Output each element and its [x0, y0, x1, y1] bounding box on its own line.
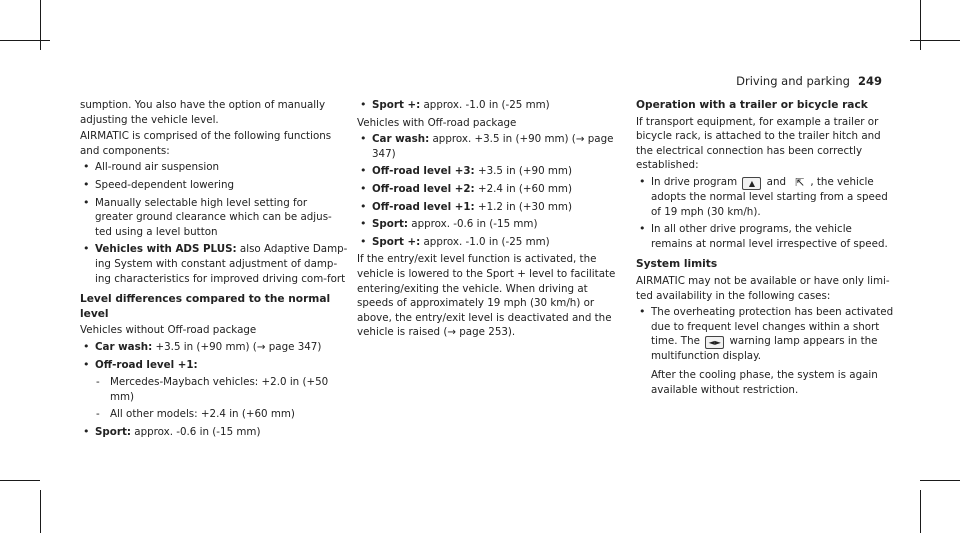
list-item: • Speed-dependent lowering [80, 178, 348, 193]
offroad-program-icon: ▲ [742, 177, 761, 190]
list-item: • In all other drive programs, the vehicle remains at normal level irrespective of speed. [636, 222, 894, 251]
list-item [357, 98, 619, 113]
list-item [80, 340, 348, 355]
list-item [357, 164, 619, 179]
running-header [736, 74, 882, 88]
list-item: • All-round air suspension [80, 160, 348, 175]
list-item [80, 425, 348, 440]
item-key: Vehicles with ADS PLUS: [95, 243, 237, 256]
item-text: and [763, 175, 790, 188]
crop-mark [920, 490, 921, 533]
section-heading: Operation with a trailer or bicycle rack [636, 99, 868, 111]
item-text: approx. +3.5 in (+90 mm) (→ page 347) [372, 133, 614, 160]
item-text: +3.5 in (+90 mm) [474, 165, 572, 178]
item-key: Car wash: [95, 340, 153, 353]
list-item [357, 200, 619, 215]
column-3 [636, 98, 894, 400]
column-2 [357, 98, 619, 342]
item-key: Sport: [95, 425, 131, 438]
paragraph: AIRMATIC is comprised of the following functions and components: [80, 130, 332, 157]
item-text: , the vehicle adopts the normal level starting from a speed of 19 mph (30 km/h). [651, 175, 888, 218]
item-key: Sport +: [372, 235, 421, 248]
section-heading: System limits [636, 258, 718, 271]
column-1 [80, 98, 348, 442]
item-key: Off-road level +1: [95, 358, 198, 371]
paragraph: Vehicles with Off-road package [357, 116, 517, 129]
crop-mark [920, 480, 960, 481]
paragraph: sumption. You also have the option of manually adjusting the vehicle level. [80, 99, 326, 126]
paragraph: AIRMATIC may not be available or have only limi-ted availability in the following cases: [636, 274, 890, 302]
crop-mark [910, 40, 960, 41]
limits-list [636, 305, 894, 397]
list-item [357, 217, 619, 232]
item-text: approx. -1.0 in (-25 mm) [420, 99, 550, 111]
item-text: approx. -1.0 in (-25 mm) [420, 235, 550, 248]
offroad-level-list [357, 132, 619, 249]
list-item [636, 175, 894, 219]
crop-mark [0, 40, 50, 41]
list-item [80, 358, 348, 373]
list-item [357, 132, 619, 161]
sub-list-item: - Mercedes-Maybach vehicles: +2.0 in (+50 mm) [80, 375, 348, 404]
item-text: In drive program [651, 175, 741, 188]
item-text: approx. -0.6 in (-15 mm) [407, 218, 538, 231]
list-item [357, 235, 619, 250]
item-text: The overheating protection has been activated due to frequent level changes within a short time. The [651, 306, 894, 348]
section-title: Driving and parking [736, 74, 850, 88]
list-item: • Manually selectable high level setting for greater ground clearance which can be adjus-ted using a level button [80, 196, 348, 240]
item-text: +3.5 in (+90 mm) (→ page 347) [152, 340, 322, 353]
sub-list-item: - All other models: +2.4 in (+60 mm) [80, 407, 348, 422]
list-item [80, 242, 348, 286]
item-text: +1.2 in (+30 mm) [474, 200, 572, 213]
crop-mark [0, 480, 40, 481]
item-text: +2.4 in (+60 mm) [474, 182, 572, 195]
item-text: approx. -0.6 in (-15 mm) [130, 425, 261, 438]
paragraph: Vehicles without Off-road package [80, 324, 257, 337]
level-list [357, 98, 619, 113]
item-key: Sport: [372, 218, 408, 231]
item-key: Car wash: [372, 133, 430, 146]
item-note: After the cooling phase, the system is again available without restriction. [651, 368, 878, 396]
airmatic-warning-icon: ◄► [705, 336, 724, 349]
item-key: Sport +: [372, 99, 421, 111]
item-text: warning lamp appears in the multifunction display. [651, 335, 878, 363]
paragraph: If the entry/exit level function is activated, the vehicle is lowered to the Sport + level to facilitate entering/exiting the vehicle. When driving at speeds of approximately 19 mph (30 km/h) or above, the entry/exit level is deactivated and the vehicle is raised (→ page 253). [357, 253, 616, 339]
page-number: 249 [857, 74, 882, 88]
paragraph: If transport equipment, for example a trailer or bicycle rack, is attached to the trailer hitch and the electrical connection has been correctly established: [636, 115, 881, 172]
list-item [636, 305, 894, 397]
crop-mark [920, 0, 921, 50]
trailer-list [636, 175, 894, 251]
crop-mark [40, 490, 41, 533]
crop-mark [40, 0, 41, 50]
level-list [80, 340, 348, 440]
item-key: Off-road level +2: [372, 182, 475, 195]
item-text: also Adaptive Damp-ing System with constant adjustment of damp-ing characteristics for improved driving com-fort [95, 243, 348, 285]
item-key: Off-road level +3: [372, 165, 475, 178]
function-list [80, 160, 348, 286]
item-key: Off-road level +1: [372, 200, 475, 213]
trailer-slope-icon: ⇱ [795, 175, 805, 189]
section-heading: Level differences compared to the normal level [80, 293, 331, 320]
list-item [357, 182, 619, 197]
